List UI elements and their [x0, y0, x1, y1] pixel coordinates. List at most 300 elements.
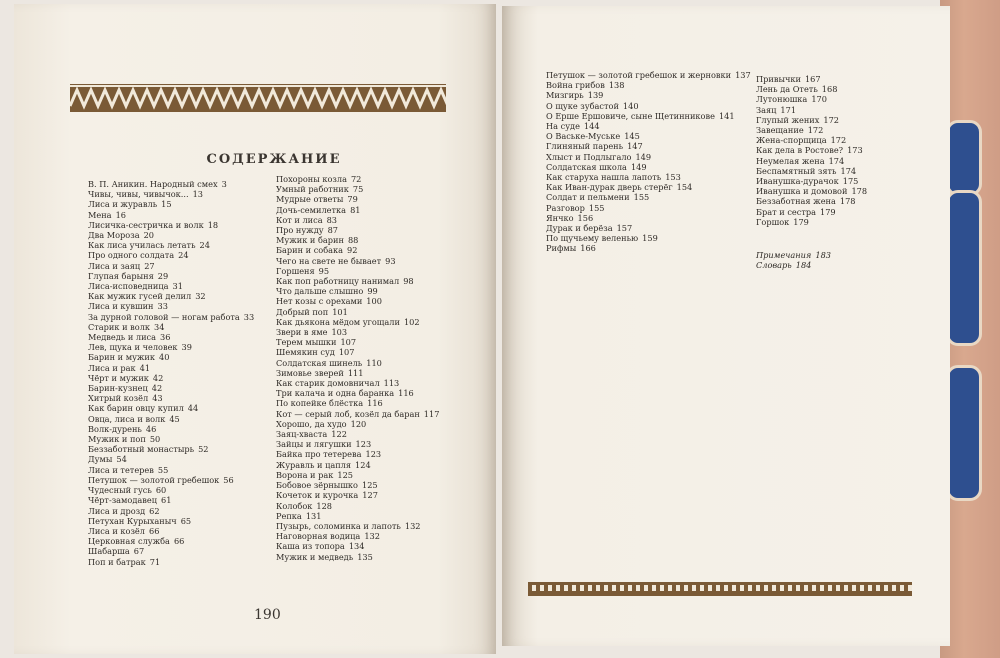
toc-entry-page: 155: [633, 192, 650, 203]
toc-entry: [276, 398, 439, 408]
toc-column-4-appendix: [756, 250, 831, 270]
toc-entry-page: 175: [842, 176, 859, 187]
toc-entry-page: 155: [588, 202, 605, 213]
toc-entry-page: 170: [811, 94, 827, 105]
toc-entry: [276, 460, 439, 470]
toc-entry-title: Пузырь, соломинка и лапоть: [276, 520, 401, 531]
toc-entry-title: Лев, щука и человек: [88, 342, 178, 353]
toc-entry: [88, 495, 254, 505]
toc-entry-page: 42: [151, 383, 163, 394]
toc-entry-title: Дурак и берёза: [546, 223, 613, 234]
toc-entry-title: В. П. Аникин. Народный смех: [88, 179, 218, 189]
toc-entry: [276, 215, 439, 225]
toc-entry-title: Заяц-хваста: [276, 429, 328, 440]
toc-entry: [756, 196, 867, 206]
toc-entry-title: Петушок — золотой гребешок и жерновки: [546, 70, 732, 80]
toc-entry-page: 179: [820, 206, 836, 217]
toc-entry-title: Горшеня: [276, 265, 315, 276]
toc-entry: [88, 312, 254, 322]
toc-entry-page: 102: [403, 316, 420, 327]
toc-entry: [756, 186, 867, 196]
toc-entry-page: 137: [735, 70, 751, 80]
toc-entry: [88, 403, 254, 413]
toc-entry-title: Привычки: [756, 74, 801, 84]
toc-entry: [88, 465, 254, 475]
toc-entry-page: 62: [149, 505, 160, 516]
toc-entry-page: 32: [195, 291, 206, 302]
toc-entry: [756, 84, 867, 94]
toc-entry-page: 149: [635, 151, 652, 162]
toc-entry: [276, 388, 439, 398]
toc-entry-title: По копейке блёстка: [276, 398, 364, 409]
toc-entry: [546, 223, 751, 233]
toc-entry-title: Медведь и лиса: [88, 332, 157, 343]
toc-entry-title: Мужик и поп: [88, 434, 146, 445]
footer-ornament: [528, 582, 912, 596]
toc-entry-title: Шемякин суд: [276, 347, 335, 358]
toc-entry-title: Как старуха нашла лапоть: [546, 172, 662, 183]
toc-entry: [276, 174, 439, 184]
toc-entry-page: 128: [316, 500, 333, 511]
toc-entry-title: Чивы, чивы, чивычок...: [88, 189, 189, 200]
toc-entry-title: Лиса и козёл: [88, 525, 145, 536]
toc-entry: [88, 250, 254, 260]
toc-entry-page: 174: [828, 155, 845, 166]
toc-entry-title: О Ваське-Муське: [546, 131, 621, 142]
toc-entry: [546, 213, 751, 223]
toc-entry: [756, 207, 867, 217]
toc-entry-title: Война грибов: [546, 80, 605, 91]
toc-entry: [546, 90, 751, 100]
toc-entry: [88, 526, 254, 536]
toc-entry-page: 123: [365, 449, 382, 460]
toc-entry: [276, 286, 439, 296]
toc-entry-title: О щуке зубастой: [546, 100, 619, 111]
toc-entry-title: На суде: [546, 121, 580, 132]
toc-entry-title: Как поп работницу нанимал: [276, 276, 400, 287]
toc-entry-page: 125: [361, 480, 378, 491]
toc-entry-title: Барин и мужик: [88, 352, 156, 363]
toc-entry: [276, 521, 439, 531]
toc-entry: [88, 261, 254, 271]
toc-entry-page: 144: [583, 121, 600, 132]
toc-entry-page: 172: [807, 125, 824, 136]
toc-entry-title: По щучьему веленью: [546, 233, 639, 244]
toc-entry-title: Хитрый козёл: [88, 393, 149, 404]
toc-entry-title: Два Мороза: [88, 230, 140, 241]
toc-entry-title: Овца, лиса и волк: [88, 413, 166, 424]
toc-entry-title: Беззаботная жена: [756, 196, 836, 207]
toc-entry-page: 66: [148, 525, 160, 536]
toc-entry-title: Завещание: [756, 125, 804, 136]
toc-entry: [756, 250, 831, 260]
toc-entry-page: 140: [622, 100, 639, 111]
toc-entry: [88, 434, 254, 444]
toc-entry-page: 135: [357, 551, 373, 562]
toc-entry-title: Мизгирь: [546, 90, 584, 101]
toc-entry-page: 178: [851, 186, 868, 197]
toc-entry-page: 31: [172, 281, 183, 292]
toc-entry: [276, 358, 439, 368]
toc-entry-title: Умный работник: [276, 184, 349, 195]
toc-entry-page: 56: [223, 474, 234, 485]
toc-entry-page: 166: [580, 243, 596, 254]
toc-entry: [756, 94, 867, 104]
toc-entry: [546, 233, 751, 243]
toc-entry-page: 113: [383, 378, 400, 389]
toc-entry-page: 168: [821, 84, 838, 95]
toc-entry-page: 141: [718, 110, 735, 121]
toc-entry-page: 179: [793, 216, 809, 227]
toc-entry-title: Байка про тетерева: [276, 449, 362, 460]
toc-entry: [756, 166, 867, 176]
toc-entry-page: 178: [839, 196, 856, 207]
toc-entry-title: Разговор: [546, 202, 585, 213]
toc-entry: [276, 429, 439, 439]
toc-entry-title: Репка: [276, 510, 302, 521]
toc-entry-title: Горшок: [756, 216, 790, 227]
toc-entry-page: 60: [155, 485, 167, 496]
toc-entry: [88, 199, 254, 209]
toc-entry: [88, 301, 254, 311]
toc-entry-page: 43: [152, 393, 163, 404]
toc-entry-page: 124: [355, 459, 371, 470]
toc-entry-title: Думы: [88, 454, 113, 465]
toc-entry: [546, 121, 751, 131]
toc-entry: [276, 194, 439, 204]
toc-entry: [756, 156, 867, 166]
toc-entry: [276, 317, 439, 327]
toc-entry-title: Про одного солдата: [88, 250, 175, 261]
toc-entry-page: 79: [347, 194, 358, 205]
left-page: [14, 4, 496, 654]
toc-entry-title: Рифмы: [546, 243, 577, 254]
toc-entry-page: 132: [404, 520, 421, 531]
toc-entry-page: 110: [366, 357, 382, 368]
toc-entry-page: 93: [385, 255, 396, 266]
toc-entry: [546, 182, 751, 192]
toc-entry: [276, 552, 439, 562]
toc-entry-page: 183: [815, 250, 831, 260]
toc-entry-title: Мудрые ответы: [276, 194, 344, 205]
toc-entry: [276, 409, 439, 419]
toc-entry-page: 36: [160, 332, 171, 343]
toc-entry-page: 111: [347, 367, 364, 378]
toc-entry-page: 156: [577, 212, 594, 223]
toc-entry-page: 61: [161, 495, 172, 506]
toc-entry-page: 40: [159, 352, 170, 363]
toc-entry-title: Дочь-семилетка: [276, 204, 347, 215]
toc-entry-page: 131: [305, 510, 322, 521]
toc-entry-page: 75: [352, 184, 364, 195]
toc-entry: [88, 210, 254, 220]
toc-entry-title: За дурной головой — ногам работа: [88, 311, 240, 322]
toc-entry-title: О Ерше Ершовиче, сыне Щетинникове: [546, 110, 715, 121]
toc-entry-page: 107: [338, 347, 355, 358]
toc-entry-page: 147: [627, 141, 643, 152]
toc-column-4: [756, 74, 867, 227]
right-page: [502, 6, 950, 646]
toc-entry: [88, 557, 254, 567]
toc-entry-title: Глиняный парень: [546, 141, 624, 152]
toc-entry-page: 100: [366, 296, 382, 307]
toc-entry: [276, 296, 439, 306]
toc-entry-title: Лиса и кувшин: [88, 301, 154, 312]
cover-ornament: [946, 120, 982, 196]
toc-entry-title: Брат и сестра: [756, 206, 816, 217]
toc-entry-page: 88: [347, 235, 359, 246]
toc-entry-page: 52: [198, 444, 209, 455]
toc-entry-title: Про нужду: [276, 225, 324, 236]
toc-entry-page: 18: [207, 219, 219, 230]
toc-entry: [276, 184, 439, 194]
toc-entry-page: 149: [630, 161, 647, 172]
toc-entry-page: 157: [616, 223, 633, 234]
toc-entry-page: 103: [331, 327, 348, 338]
toc-entry-title: Журавль и цапля: [276, 459, 352, 470]
toc-entry-page: 172: [823, 114, 840, 125]
header-ornament: [70, 84, 446, 112]
toc-entry-title: Старик и волк: [88, 321, 151, 332]
toc-entry: [88, 383, 254, 393]
toc-entry-title: Как дьякона мёдом угощали: [276, 316, 400, 327]
toc-entry: [88, 291, 254, 301]
toc-entry-title: Чудесный гусь: [88, 485, 152, 496]
toc-entry-page: 132: [364, 531, 380, 542]
toc-entry-title: Петухан Курыханыч: [88, 515, 177, 526]
toc-entry-page: 122: [331, 429, 347, 440]
toc-entry-page: 95: [318, 265, 330, 276]
toc-entry-page: 41: [139, 362, 151, 373]
toc-entry: [276, 225, 439, 235]
toc-entry: [276, 235, 439, 245]
toc-entry: [88, 444, 254, 454]
toc-entry-page: 172: [830, 135, 847, 146]
toc-entry-page: 127: [362, 490, 378, 501]
toc-entry-title: Звери в яме: [276, 327, 328, 338]
toc-entry: [546, 203, 751, 213]
toc-entry-title: Колобок: [276, 500, 313, 511]
toc-entry: [276, 378, 439, 388]
toc-entry: [276, 368, 439, 378]
toc-entry: [88, 322, 254, 332]
toc-entry: [546, 152, 751, 162]
toc-entry: [88, 230, 254, 240]
toc-entry-title: Мужик и медведь: [276, 551, 354, 562]
toc-entry-title: Солдатская школа: [546, 161, 627, 172]
toc-entry-page: 66: [173, 536, 185, 547]
toc-entry: [88, 332, 254, 342]
toc-entry-title: Лутонюшка: [756, 94, 808, 105]
toc-entry: [546, 131, 751, 141]
toc-entry-page: 16: [115, 209, 126, 220]
toc-entry-title: Глупый жених: [756, 114, 820, 125]
toc-entry-page: 107: [340, 337, 357, 348]
toc-entry-title: Терем мышки: [276, 337, 337, 348]
toc-entry-title: Лиса и дрозд: [88, 505, 146, 516]
toc-entry-title: Лисичка-сестричка и волк: [88, 219, 204, 230]
toc-entry-title: Каша из топора: [276, 541, 345, 552]
toc-entry: [88, 475, 254, 485]
toc-entry-title: Как мужик гусей делил: [88, 291, 192, 302]
toc-entry: [276, 276, 439, 286]
toc-entry-title: Наговорная водица: [276, 531, 361, 542]
toc-entry-title: Беспамятный зять: [756, 165, 837, 176]
toc-entry: [88, 454, 254, 464]
toc-entry-page: 159: [642, 233, 658, 244]
toc-entry: [546, 101, 751, 111]
toc-entry-title: Хлыст и Подлыгало: [546, 151, 632, 162]
toc-entry-page: 42: [152, 372, 164, 383]
toc-entry: [756, 105, 867, 115]
toc-entry: [88, 506, 254, 516]
toc-entry: [276, 347, 439, 357]
toc-entry: [276, 490, 439, 500]
toc-entry-title: Зайцы и лягушки: [276, 439, 352, 450]
cover-ornament: [946, 190, 982, 346]
toc-entry-page: 145: [624, 131, 640, 142]
toc-entry-page: 101: [332, 306, 348, 317]
toc-entry: [276, 256, 439, 266]
toc-entry-title: Лиса и тетерев: [88, 464, 154, 475]
toc-entry-page: 24: [199, 240, 210, 251]
toc-entry: [276, 531, 439, 541]
toc-entry-title: Словарь: [756, 260, 792, 271]
toc-entry-page: 154: [676, 182, 693, 193]
toc-entry: [88, 536, 254, 546]
toc-entry-title: Кот и лиса: [276, 214, 323, 225]
toc-entry: [276, 266, 439, 276]
toc-entry-page: 45: [169, 413, 180, 424]
toc-entry-title: Беззаботный монастырь: [88, 444, 195, 455]
toc-entry-page: 117: [423, 408, 440, 419]
toc-entry-title: Солдатская шинель: [276, 357, 363, 368]
toc-column-1: [88, 179, 254, 567]
toc-entry-title: Иванушка-дурачок: [756, 176, 839, 187]
toc-entry-page: 184: [795, 260, 812, 271]
toc-entry: [756, 176, 867, 186]
toc-entry-page: 87: [327, 225, 338, 236]
toc-entry: [276, 511, 439, 521]
toc-entry-title: Лиса и рак: [88, 362, 136, 373]
cover-ornament: [946, 365, 982, 501]
contents-heading: СОДЕРЖАНИЕ: [206, 152, 342, 167]
toc-entry-title: Хорошо, да худо: [276, 418, 347, 429]
toc-entry: [276, 501, 439, 511]
toc-entry-page: 116: [367, 398, 383, 409]
toc-entry: [756, 125, 867, 135]
toc-entry: [276, 205, 439, 215]
toc-entry-title: Лиса и журавль: [88, 199, 158, 210]
toc-entry-title: Лиса-исповедница: [88, 281, 169, 292]
toc-entry-title: Как Иван-дурак дверь стерёг: [546, 182, 673, 193]
toc-entry-page: 120: [350, 418, 367, 429]
toc-entry: [546, 80, 751, 90]
toc-entry-title: Ворона и рак: [276, 469, 334, 480]
toc-entry-title: Солдат и пельмени: [546, 192, 630, 203]
toc-entry: [756, 260, 831, 270]
toc-entry-title: Чего на свете не бывает: [276, 255, 382, 266]
toc-entry-page: 71: [149, 556, 161, 567]
toc-entry-title: Мена: [88, 209, 112, 220]
toc-entry: [546, 243, 751, 253]
toc-entry-title: Заяц: [756, 104, 777, 115]
toc-entry: [276, 470, 439, 480]
toc-entry-title: Нет козы с орехами: [276, 296, 363, 307]
toc-entry-title: Добрый поп: [276, 306, 329, 317]
toc-entry: [88, 179, 254, 189]
toc-entry-title: Три калача и одна баранка: [276, 388, 395, 399]
toc-entry: [276, 337, 439, 347]
toc-entry-page: 54: [116, 454, 127, 465]
toc-entry-title: Иванушка и домовой: [756, 186, 848, 197]
toc-entry: [756, 115, 867, 125]
toc-entry: [546, 172, 751, 182]
toc-entry: [756, 74, 867, 84]
toc-entry: [276, 327, 439, 337]
toc-entry-title: Янчко: [546, 212, 574, 223]
toc-entry-page: 3: [221, 179, 227, 189]
toc-entry-page: 171: [780, 104, 797, 115]
toc-entry-page: 39: [181, 342, 192, 353]
toc-entry-title: Волк-дурень: [88, 423, 142, 434]
toc-entry-page: 55: [157, 464, 169, 475]
toc-column-2: [276, 174, 439, 562]
toc-entry-page: 99: [367, 286, 378, 297]
toc-entry: [276, 439, 439, 449]
toc-entry: [276, 480, 439, 490]
toc-entry-page: 72: [350, 174, 362, 184]
toc-entry-title: Неумелая жена: [756, 155, 825, 166]
toc-entry-page: 24: [178, 250, 189, 261]
toc-entry-page: 46: [145, 423, 157, 434]
toc-entry: [88, 414, 254, 424]
toc-entry: [88, 189, 254, 199]
toc-entry: [276, 449, 439, 459]
toc-entry-title: Похороны козла: [276, 174, 347, 184]
toc-entry-page: 44: [187, 403, 199, 414]
toc-entry: [88, 342, 254, 352]
toc-entry-page: 67: [133, 546, 145, 557]
toc-entry: [546, 70, 751, 80]
toc-entry-title: Как барин овцу купил: [88, 403, 184, 414]
toc-entry: [546, 141, 751, 151]
toc-entry-page: 33: [243, 311, 255, 322]
page-number: 190: [254, 607, 281, 623]
toc-entry: [88, 363, 254, 373]
toc-entry-page: 116: [398, 388, 414, 399]
toc-entry: [88, 281, 254, 291]
toc-entry: [276, 541, 439, 551]
toc-entry-title: Шабарша: [88, 546, 130, 557]
toc-entry-title: Примечания: [756, 250, 812, 260]
toc-entry-title: Барин и собака: [276, 245, 344, 256]
toc-entry-title: Мужик и барин: [276, 235, 344, 246]
toc-entry-page: 27: [144, 260, 155, 271]
toc-entry: [88, 220, 254, 230]
toc-entry-page: 174: [840, 165, 857, 176]
toc-entry-page: 83: [326, 214, 338, 225]
toc-entry-title: Как старик домовничал: [276, 378, 380, 389]
toc-entry-page: 29: [157, 270, 169, 281]
toc-entry: [88, 393, 254, 403]
toc-entry-title: Церковная служба: [88, 536, 170, 547]
toc-entry-page: 65: [180, 515, 192, 526]
toc-entry-page: 139: [587, 90, 604, 101]
toc-entry-title: Лиса и заяц: [88, 260, 141, 271]
toc-entry-title: Поп и батрак: [88, 556, 146, 567]
toc-entry: [88, 240, 254, 250]
